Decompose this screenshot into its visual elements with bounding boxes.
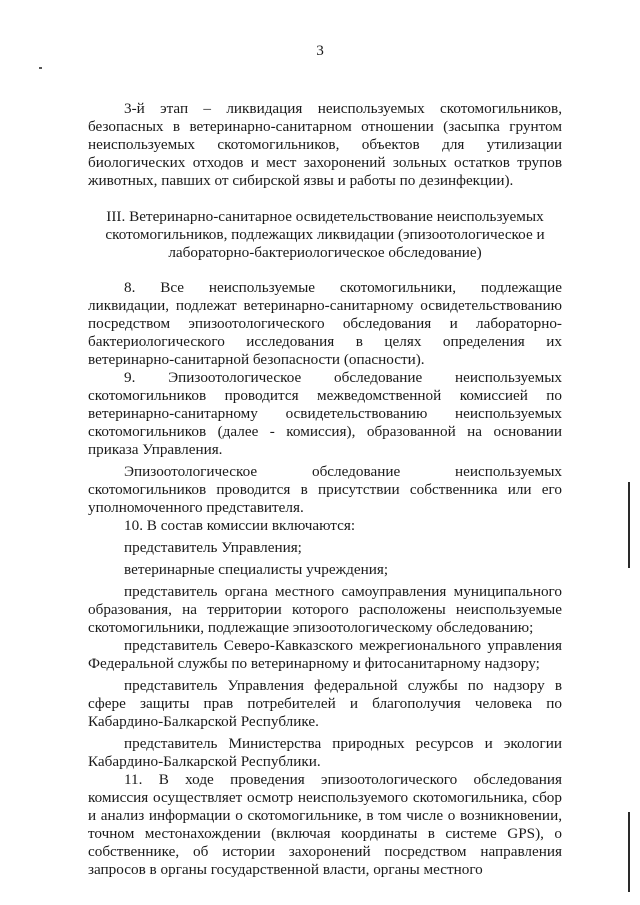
- section-3-heading: III. Ветеринарно-санитарное освидетельствование неиспользуемых скотомогильников, подлежащих ликвидации (эпизоотологическое и лабораторно-бактериологическое обследование): [105, 208, 545, 261]
- paragraph-11: 11. В ходе проведения эпизоотологического обследования комиссия осуществляет осмотр неиспользуемого скотомогильника, сбор и анализ информации о скотомогильнике, в том числе о возникновении, точном местонахождении (включая координаты в системе GPS), о собственнике, об истории захоронений посредством направления запросов в органы государственной власти, органы местного: [88, 771, 562, 878]
- commission-member-4: представитель Северо-Кавказского межрегионального управления Федеральной службы по ветеринарному и фитосанитарному надзору;: [88, 637, 562, 672]
- scan-edge-mark: [628, 482, 630, 568]
- paragraph-10: 10. В состав комиссии включаются:: [124, 517, 356, 534]
- paragraph-8: 8. Все неиспользуемые скотомогильники, подлежащие ликвидации, подлежат ветеринарно-санитарному освидетельствованию посредством эпизоотологического обследования и лабораторно-бактериологического исследования в целях определения их ветеринарно-санитарной безопасности (опасности).: [88, 279, 562, 368]
- paragraph-inspection-presence: Эпизоотологическое обследование неиспользуемых скотомогильников проводится в присутствии собственника или его уполномоченного представителя.: [88, 463, 562, 516]
- scan-speck: [39, 67, 42, 69]
- commission-member-5: представитель Управления федеральной службы по надзору в сфере защиты прав потребителей и благополучия человека по Кабардино-Балкарской Республике.: [88, 677, 562, 730]
- page-number: 3: [316, 42, 324, 59]
- commission-member-2: ветеринарные специалисты учреждения;: [124, 561, 389, 578]
- paragraph-9: 9. Эпизоотологическое обследование неиспользуемых скотомогильников проводится межведомственной комиссией по ветеринарно-санитарному освидетельствованию неиспользуемых скотомогильников (далее - комиссия), образованной на основании приказа Управления.: [88, 369, 562, 458]
- stage-3-paragraph: 3-й этап – ликвидация неиспользуемых скотомогильников, безопасных в ветеринарно-санитарном отношении (засыпка грунтом неиспользуемых скотомогильников, объектов для утилизации биологических отходов и мест захоронений зольных остатков трупов животных, павших от сибирской язвы и работы по дезинфекции).: [88, 100, 562, 189]
- document-body: [88, 100, 562, 879]
- scan-edge-mark: [628, 812, 630, 892]
- commission-member-1: представитель Управления;: [124, 539, 302, 556]
- commission-member-3: представитель органа местного самоуправления муниципального образования, на территории которого расположены неиспользуемые скотомогильники, подлежащие эпизоотологическому обследованию;: [88, 583, 562, 636]
- commission-member-6: представитель Министерства природных ресурсов и экологии Кабардино-Балкарской Республики.: [88, 735, 562, 770]
